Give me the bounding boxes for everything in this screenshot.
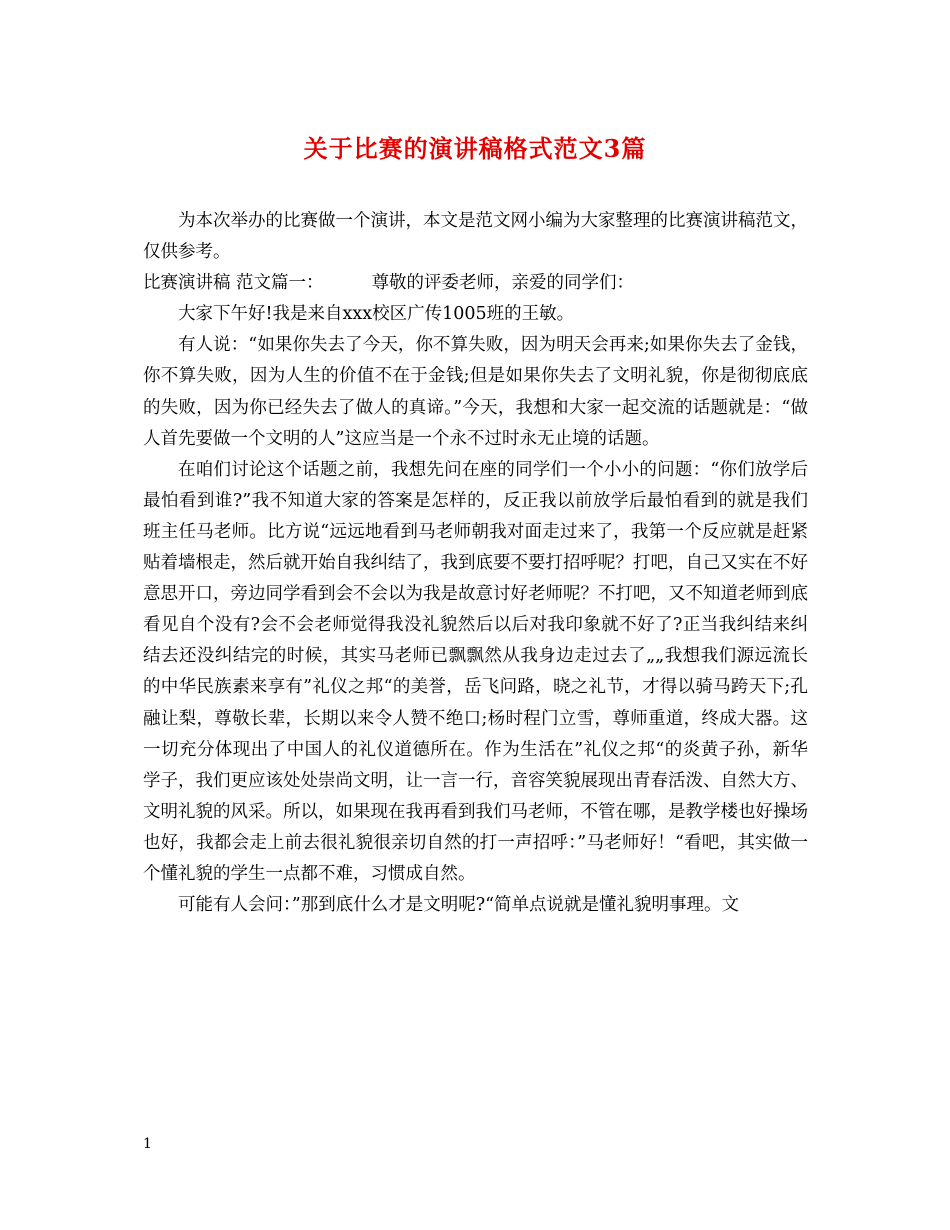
document-title: 关于比赛的演讲稿格式范文3篇 [303,134,647,163]
body-paragraph: 有人说：“如果你失去了今天，你不算失败，因为明天会再来;如果你失去了金钱，你不算失败，因为人生的价值不在于金钱;但是如果你失去了文明礼貌，你是彻彻底底的失败，因为你已经失去了做人的真谛。”今天，我想和大家一起交流的话题就是：“做人首先要做一个文明的人”这应当是一个永不过时永无止境的话题。 [143,335,808,449]
salutation: 尊敬的评委老师，亲爱的同学们： [371,273,635,294]
intro-paragraph: 为本次举办的比赛做一个演讲，本文是范文网小编为大家整理的比赛演讲稿范文，仅供参考。 [143,211,808,263]
page-number: 1 [143,1136,152,1152]
body-paragraph: 在咱们讨论这个话题之前，我想先问在座的同学们一个小小的问题：“你们放学后最怕看到谁?”我不知道大家的答案是怎样的，反正我以前放学后最怕看到的就是我们班主任马老师。比方说“远远地看到马老师朝我对面走过来了，我第一个反应就是赶紧贴着墙根走，然后就开始自我纠结了，我到底要不要打招呼呢？打吧，自己又实在不好意思开口，旁边同学看到会不会以为我是故意讨好老师呢？不打吧，又不知道老师到底看见自个没有?会不会老师觉得我没礼貌然后以后对我印象就不好了?正当我纠结来纠结去还没纠结完的时候，其实马老师已飘飘然从我身边走过去了„„我想我们源远流长的中华民族素来享有”礼仪之邦“的美誉，岳飞问路，晓之礼节，才得以骑马跨天下;孔融让梨，尊敬长辈，长期以来令人赞不绝口;杨时程门立雪，尊师重道，终成大器。这一切充分体现出了中国人的礼仪道德所在。作为生活在”礼仪之邦“的炎黄子孙，新华学子，我们更应该处处崇尚文明，让一言一行，音容笑貌展现出青春活泼、自然大方、文明礼貌的风采。所以，如果现在我再看到我们马老师，不管在哪，是教学楼也好操场也好，我都会走上前去很礼貌很亲切自然的打一声招呼：”马老师好！“看吧，其实做一个懂礼貌的学生一点都不难，习惯成自然。 [143,459,808,884]
section-label: 比赛演讲稿 范文篇一： [143,273,324,294]
body-paragraph: 可能有人会问：”那到底什么才是文明呢?“简单点说就是懂礼貌明事理。文 [178,895,740,916]
document-body [143,206,808,921]
greeting-paragraph: 大家下午好!我是来自xxx校区广传1005班的王敏。 [178,304,575,325]
section-heading [143,268,808,299]
